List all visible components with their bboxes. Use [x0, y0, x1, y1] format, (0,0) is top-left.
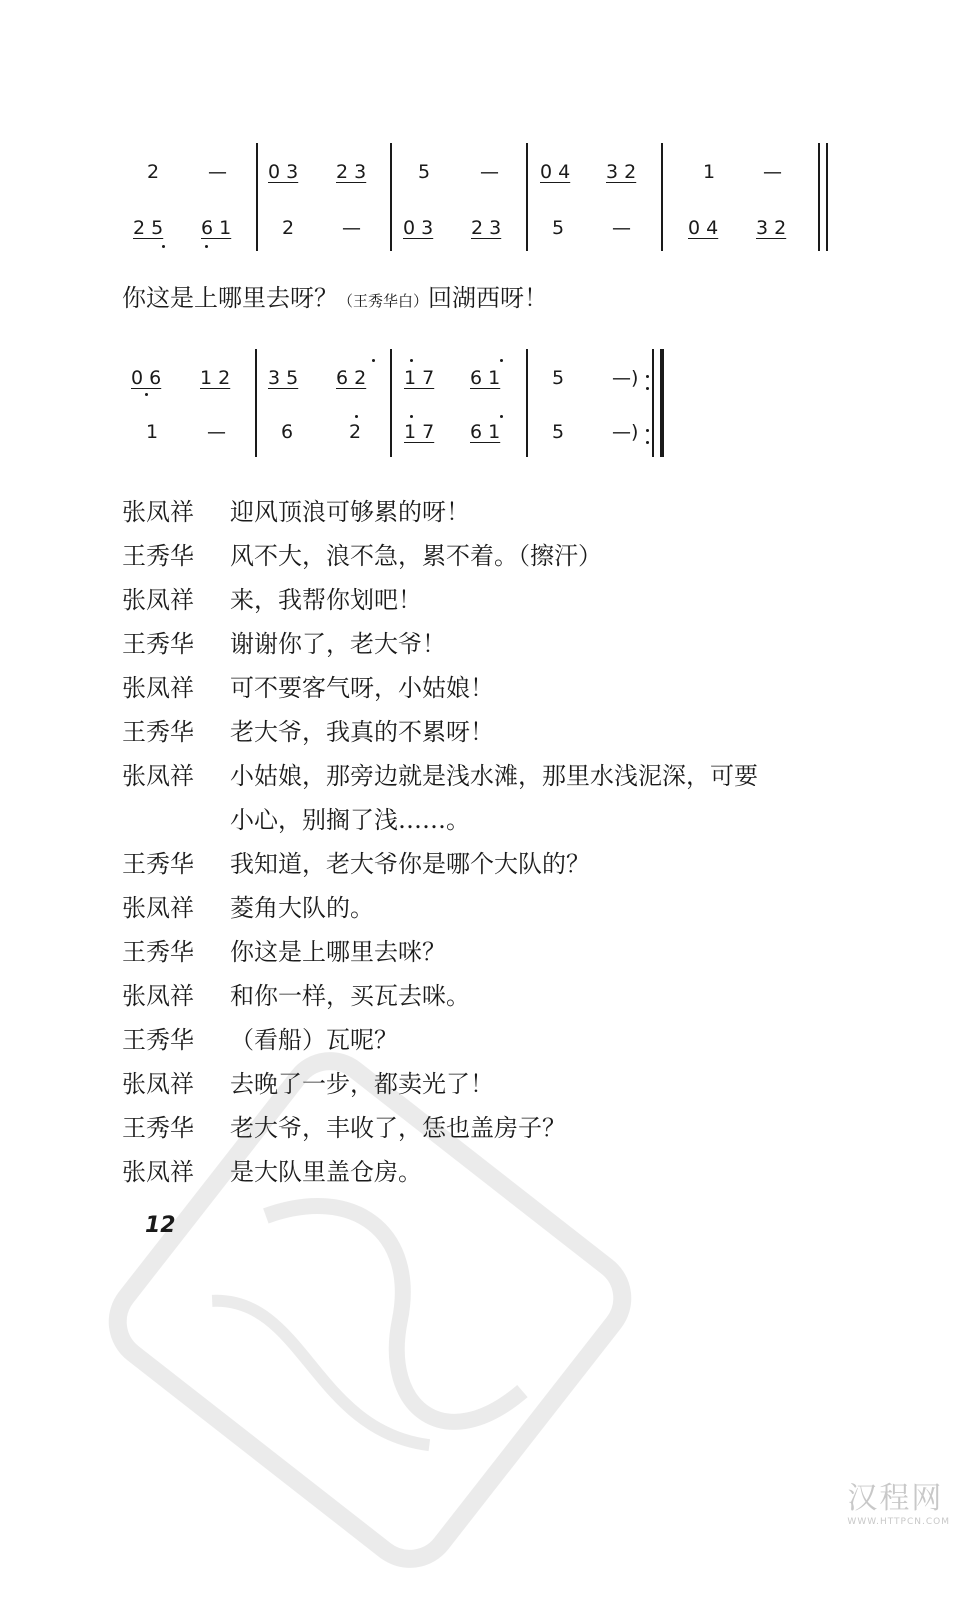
- score1.lower-note: 0 4: [688, 217, 719, 239]
- score2.upper-note: 6 1: [470, 367, 501, 389]
- score1.lower-note: 2 5: [133, 217, 164, 239]
- score1.upper-note: 2: [147, 161, 160, 183]
- score1.upper-note: 3 2: [606, 161, 637, 183]
- score1.upper-note: 1: [703, 161, 716, 183]
- dialogue-line: [122, 1062, 842, 1106]
- dialogue-line: [122, 1018, 842, 1062]
- speech-text: 菱角大队的。: [230, 894, 374, 922]
- dialogue-line: [122, 754, 842, 798]
- speech-text: 迎风顶浪可够累的呀！: [230, 498, 470, 526]
- score1.upper-note: 2 3: [336, 161, 367, 183]
- barline: [652, 349, 654, 457]
- score-block-2: [0, 345, 974, 460]
- speech-text: 我知道，老大爷你是哪个大队的？: [230, 850, 590, 878]
- score1.upper-note: —: [480, 161, 499, 183]
- octave-dot: [646, 375, 649, 378]
- score1.upper-note: 5: [418, 161, 431, 183]
- dialogue-line: [122, 490, 842, 534]
- octave-dot: [410, 415, 413, 418]
- octave-dot: [372, 359, 375, 362]
- dialogue-line: [122, 886, 842, 930]
- score2.lower-note: 5: [552, 421, 565, 443]
- dialogue-line: [122, 622, 842, 666]
- barline: [390, 143, 392, 251]
- page-number: 12: [145, 1213, 176, 1238]
- speaker-name: 王秀华: [122, 630, 194, 658]
- watermark-logo: [847, 1473, 950, 1527]
- score2.lower-note: 6: [281, 421, 294, 443]
- speaker-name: 王秀华: [122, 1114, 194, 1142]
- barline: [661, 143, 663, 251]
- speech-text: 你这是上哪里去咪？: [230, 938, 446, 966]
- octave-dot: [500, 359, 503, 362]
- octave-dot: [205, 245, 208, 248]
- speaker-name: 王秀华: [122, 938, 194, 966]
- score2.upper-note: 5: [552, 367, 565, 389]
- speaker-name: 张凤祥: [122, 674, 194, 702]
- octave-dot: [500, 415, 503, 418]
- octave-dot: [145, 393, 148, 396]
- speaker-name: 王秀华: [122, 1026, 194, 1054]
- dialogue-line: [122, 710, 842, 754]
- speaker-name: 张凤祥: [122, 586, 194, 614]
- score1.upper-note: —: [763, 161, 782, 183]
- speaker-name: 张凤祥: [122, 894, 194, 922]
- octave-dot: [646, 387, 649, 390]
- octave-dot: [355, 415, 358, 418]
- octave-dot: [646, 441, 649, 444]
- score2.lower-note: 1: [146, 421, 159, 443]
- speech-text: 谢谢你了，老大爷！: [230, 630, 446, 658]
- speaker-name: 张凤祥: [122, 982, 194, 1010]
- score1.upper-note: 0 4: [540, 161, 571, 183]
- dialogue-line: [122, 930, 842, 974]
- speaker-name: 张凤祥: [122, 1158, 194, 1186]
- barline: [660, 349, 664, 457]
- barline: [526, 143, 528, 251]
- watermark-url: WWW.HTTPCN.COM: [847, 1517, 950, 1527]
- dialogue-line: [122, 534, 842, 578]
- barline: [526, 349, 528, 457]
- speaker-name: 张凤祥: [122, 1070, 194, 1098]
- speech-text: 老大爷，丰收了，恁也盖房子？: [230, 1114, 566, 1142]
- lyric-line: [122, 278, 548, 313]
- score2.upper-note: —): [612, 367, 639, 389]
- speech-text: （看船）瓦呢？: [230, 1026, 398, 1054]
- score1.lower-note: —: [342, 217, 361, 239]
- lyric-before: 你这是上哪里去呀？: [122, 284, 338, 312]
- speech-text: 和你一样，买瓦去咪。: [230, 982, 470, 1010]
- speech-text: 可不要客气呀，小姑娘！: [230, 674, 494, 702]
- dialogue: [122, 490, 842, 1194]
- speech-text: 来，我帮你划吧！: [230, 586, 422, 614]
- score1.lower-note: 6 1: [201, 217, 232, 239]
- speaker-name: 王秀华: [122, 718, 194, 746]
- score2.lower-note: 6 1: [470, 421, 501, 443]
- octave-dot: [646, 429, 649, 432]
- barline: [256, 143, 258, 251]
- score2.upper-note: 3 5: [268, 367, 299, 389]
- score2.lower-note: —: [207, 421, 226, 443]
- barline: [390, 349, 392, 457]
- barline: [826, 143, 828, 251]
- score2.upper-note: 1 2: [200, 367, 231, 389]
- octave-dot: [162, 245, 165, 248]
- speaker-name: 张凤祥: [122, 762, 194, 790]
- speech-text: 是大队里盖仓房。: [230, 1158, 422, 1186]
- score2.lower-note: —): [612, 421, 639, 443]
- barline: [818, 143, 820, 251]
- score1.lower-note: 2: [282, 217, 295, 239]
- lyric-after: 回湖西呀！: [428, 284, 549, 312]
- score2.upper-note: 1 7: [404, 367, 435, 389]
- speech-text: 老大爷，我真的不累呀！: [230, 718, 494, 746]
- score1.lower-note: 0 3: [403, 217, 434, 239]
- speech-continuation: 小心，别搁了浅……。: [230, 806, 470, 834]
- barline: [255, 349, 257, 457]
- score1.lower-note: —: [612, 217, 631, 239]
- octave-dot: [410, 359, 413, 362]
- score1.lower-note: 3 2: [756, 217, 787, 239]
- speaker-name: 张凤祥: [122, 498, 194, 526]
- score1.upper-note: —: [208, 161, 227, 183]
- dialogue-line: [122, 974, 842, 1018]
- speech-text: 风不大，浪不急，累不着。（擦汗）: [230, 542, 602, 570]
- speaker-name: 王秀华: [122, 850, 194, 878]
- lyric-aside: （王秀华白）: [338, 292, 429, 310]
- score2.lower-note: 1 7: [404, 421, 435, 443]
- speaker-name: 王秀华: [122, 542, 194, 570]
- watermark-brand: 汉程网: [847, 1481, 944, 1516]
- dialogue-line: [122, 578, 842, 622]
- dialogue-line: [122, 666, 842, 710]
- score1.lower-note: 2 3: [471, 217, 502, 239]
- score1.lower-note: 5: [552, 217, 565, 239]
- dialogue-line: [122, 842, 842, 886]
- score2.upper-note: 0 6: [131, 367, 162, 389]
- score2.upper-note: 6 2: [336, 367, 367, 389]
- score-block-1: [0, 135, 974, 250]
- score2.lower-note: 2: [349, 421, 362, 443]
- speech-text: 小姑娘，那旁边就是浅水滩，那里水浅泥深，可要: [230, 762, 758, 790]
- speech-text: 去晚了一步，都卖光了！: [230, 1070, 494, 1098]
- score1.upper-note: 0 3: [268, 161, 299, 183]
